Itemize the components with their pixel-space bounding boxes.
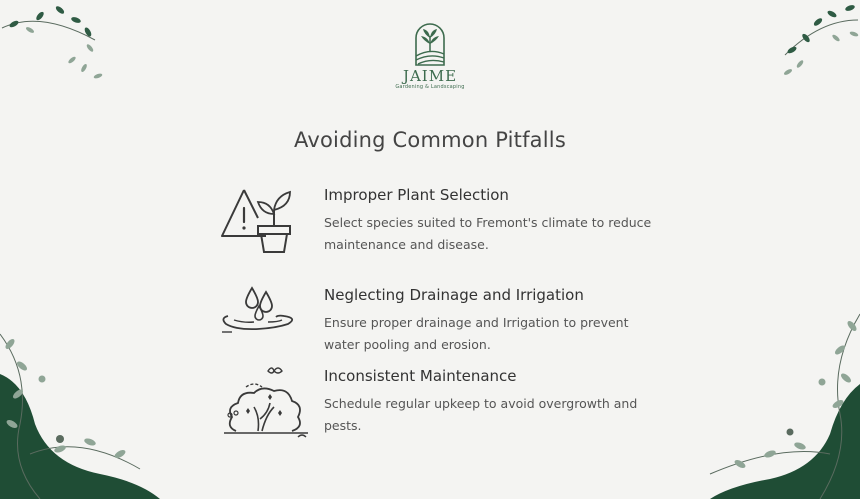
water-puddle-icon bbox=[218, 286, 298, 336]
pitfall-description: Schedule regular upkeep to avoid overgrowth and pests. bbox=[324, 396, 638, 433]
pitfall-item-plant-selection bbox=[218, 186, 678, 256]
brand-name: JAIME bbox=[402, 67, 458, 85]
pitfall-item-drainage bbox=[218, 286, 678, 356]
leaf-sprig-decoration-top-left bbox=[0, 0, 110, 85]
pitfall-description: Select species suited to Fremont's climate to reduce maintenance and disease. bbox=[324, 215, 652, 252]
pitfall-item-maintenance bbox=[218, 367, 678, 447]
pitfall-heading: Neglecting Drainage and Irrigation bbox=[324, 286, 584, 304]
hill-decoration-bottom-left bbox=[0, 314, 170, 499]
pitfall-heading: Inconsistent Maintenance bbox=[324, 367, 517, 385]
brand-logo bbox=[388, 22, 472, 90]
hill-decoration-bottom-right bbox=[690, 304, 860, 499]
warning-plant-icon bbox=[218, 186, 298, 254]
pitfall-description: Ensure proper drainage and Irrigation to prevent water pooling and erosion. bbox=[324, 315, 629, 352]
brand-tagline: Gardening & Landscaping bbox=[395, 84, 465, 90]
overgrown-bush-icon bbox=[218, 367, 314, 443]
pitfall-heading: Improper Plant Selection bbox=[324, 186, 509, 204]
page-title: Avoiding Common Pitfalls bbox=[294, 128, 566, 152]
leaf-sprig-decoration-top-right bbox=[770, 0, 860, 85]
arched-garden-logo-icon bbox=[414, 22, 446, 66]
